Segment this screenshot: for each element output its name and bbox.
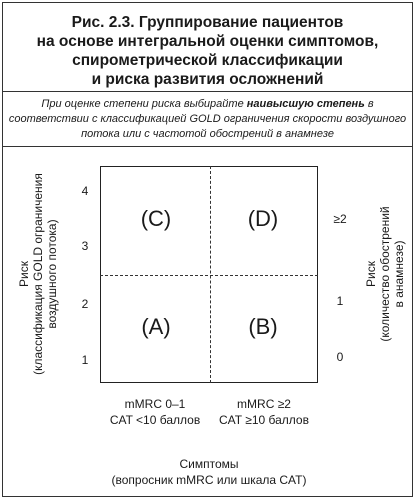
- x-group-right: [210, 396, 318, 428]
- left-tick-4: 4: [81, 184, 89, 198]
- x-group-left-line-2: CAT <10 баллов: [109, 413, 201, 427]
- left-tick-2: 2: [81, 297, 89, 311]
- x-axis-line-1: Симптомы: [179, 457, 239, 471]
- quadrant-a: (A): [141, 314, 171, 339]
- left-axis-label: [17, 144, 59, 404]
- left-tick-3: 3: [81, 239, 89, 253]
- right-axis-label: [364, 164, 406, 384]
- right-tick-1: 1: [336, 294, 344, 308]
- quadrant-b: (B): [248, 314, 278, 339]
- x-group-left-line-1: mMRC 0–1: [124, 397, 186, 411]
- right-tick-2plus: ≥2: [333, 212, 347, 226]
- quadrant-d: (D): [247, 206, 279, 231]
- x-group-right-line-1: mMRC ≥2: [237, 397, 291, 411]
- title-line-3: спирометрической классификации: [72, 52, 343, 69]
- note-line-3: воздушного потока или с частотой обострений в анамнезе: [81, 113, 407, 140]
- note-line-1-text: При оценке степени риска выбирайте: [41, 98, 247, 110]
- note-line-1: [41, 98, 364, 110]
- note-box: [3, 92, 412, 147]
- left-axis-line-1: Риск: [17, 261, 31, 287]
- note-emphasis: наивысшую степень: [246, 98, 365, 110]
- left-axis-line-3: воздушного потока): [45, 219, 59, 329]
- x-group-left: [100, 396, 210, 428]
- title-line-4: и риска развития осложнений: [91, 71, 324, 88]
- title-line-1: Рис. 2.3. Группирование пациентов: [71, 14, 344, 31]
- left-tick-1: 1: [81, 353, 89, 367]
- x-group-right-line-2: CAT ≥10 баллов: [219, 413, 309, 427]
- x-axis-line-2: (вопросник mMRC или шкала CAT): [111, 473, 307, 487]
- x-axis-label: [100, 456, 318, 488]
- quadrant-c: (C): [140, 206, 172, 231]
- horizontal-divider: [100, 275, 318, 276]
- right-axis-line-1: Риск: [364, 261, 378, 287]
- title-line-2: на основе интегральной оценки симптомов,: [36, 33, 379, 50]
- note-line-2: в соответствии с классификацией GOLD ограничения скорости: [8, 98, 374, 125]
- right-axis-line-3: в анамнезе): [392, 240, 406, 308]
- right-tick-0: 0: [336, 350, 344, 364]
- right-axis-line-2: (количество обострений: [378, 206, 392, 342]
- left-axis-line-2: (классификация GOLD ограничения: [31, 173, 45, 375]
- title-box: [3, 3, 412, 92]
